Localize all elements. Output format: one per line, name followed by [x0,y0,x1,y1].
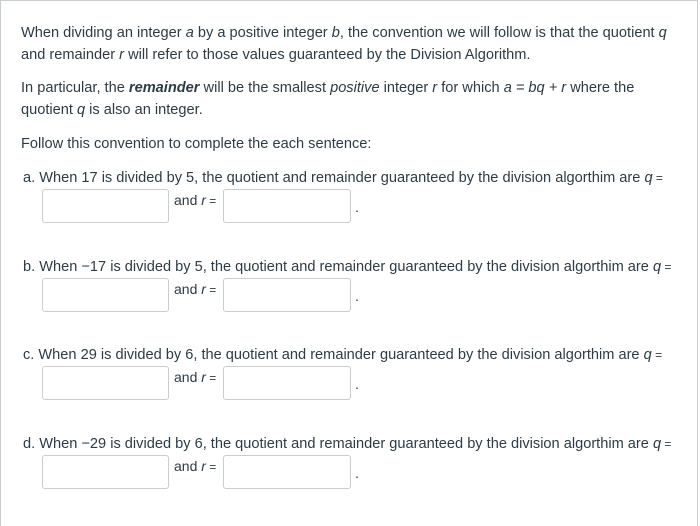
remainder-input-b[interactable] [223,278,351,312]
answer-row-a [42,189,362,225]
var-r: r [119,47,125,63]
intro-text: When dividing an integer [21,25,186,41]
period: . [355,199,359,215]
period: . [355,465,359,481]
remainder-input-a[interactable] [223,189,351,223]
intro-text: , the convention we will follow is that the quotient [339,25,659,41]
intro-text: by a positive integer [193,25,332,41]
intro-text: In particular, the [21,80,129,96]
intro-text: and remainder [21,47,120,63]
intro-text: will be the smallest [199,80,331,96]
equation: a = bq + r [503,80,567,96]
question-b-text: b. When −17 is divided by 5, the quotient and remainder guaranteed by the division algorthim are q = [23,259,672,275]
quotient-input-c[interactable] [42,366,169,400]
question-a-text: a. When 17 is divided by 5, the quotient and remainder guaranteed by the division algorthim are q = [23,170,663,186]
remainder-term: remainder [128,80,200,96]
answer-row-b [42,278,362,314]
intro-text: integer [379,80,433,96]
and-r-label-c: and r = [174,369,217,385]
remainder-input-d[interactable] [223,455,351,489]
intro-paragraph-2 [21,77,681,121]
remainder-input-c[interactable] [223,366,351,400]
period: . [355,288,359,304]
quotient-input-a[interactable] [42,189,169,223]
period: . [355,376,359,392]
question-c-text: c. When 29 is divided by 6, the quotient and remainder guaranteed by the division algorthim are q = [23,347,663,363]
quotient-input-b[interactable] [42,278,169,312]
intro-text: is also an integer. [85,102,203,118]
and-r-label-a: and r = [174,192,217,208]
intro-text: will refer to those values guaranteed by the Division Algorithm. [124,47,531,63]
var-r: r [432,80,438,96]
var-q: q [77,102,86,118]
intro-paragraph-1 [21,22,681,66]
intro-text: for which [437,80,504,96]
question-d-text: d. When −29 is divided by 6, the quotient and remainder guaranteed by the division algorthim are q = [23,436,672,452]
and-r-label-d: and r = [174,458,217,474]
and-r-label-b: and r = [174,281,217,297]
var-a: a [185,25,194,41]
intro-text: where the quotient [21,80,635,118]
instructions: Follow this convention to complete the each sentence: [21,136,372,152]
answer-row-d [42,455,362,491]
positive-term: positive [330,80,380,96]
var-b: b [331,25,340,41]
answer-row-c [42,366,362,402]
quotient-input-d[interactable] [42,455,169,489]
var-q: q [658,25,667,41]
